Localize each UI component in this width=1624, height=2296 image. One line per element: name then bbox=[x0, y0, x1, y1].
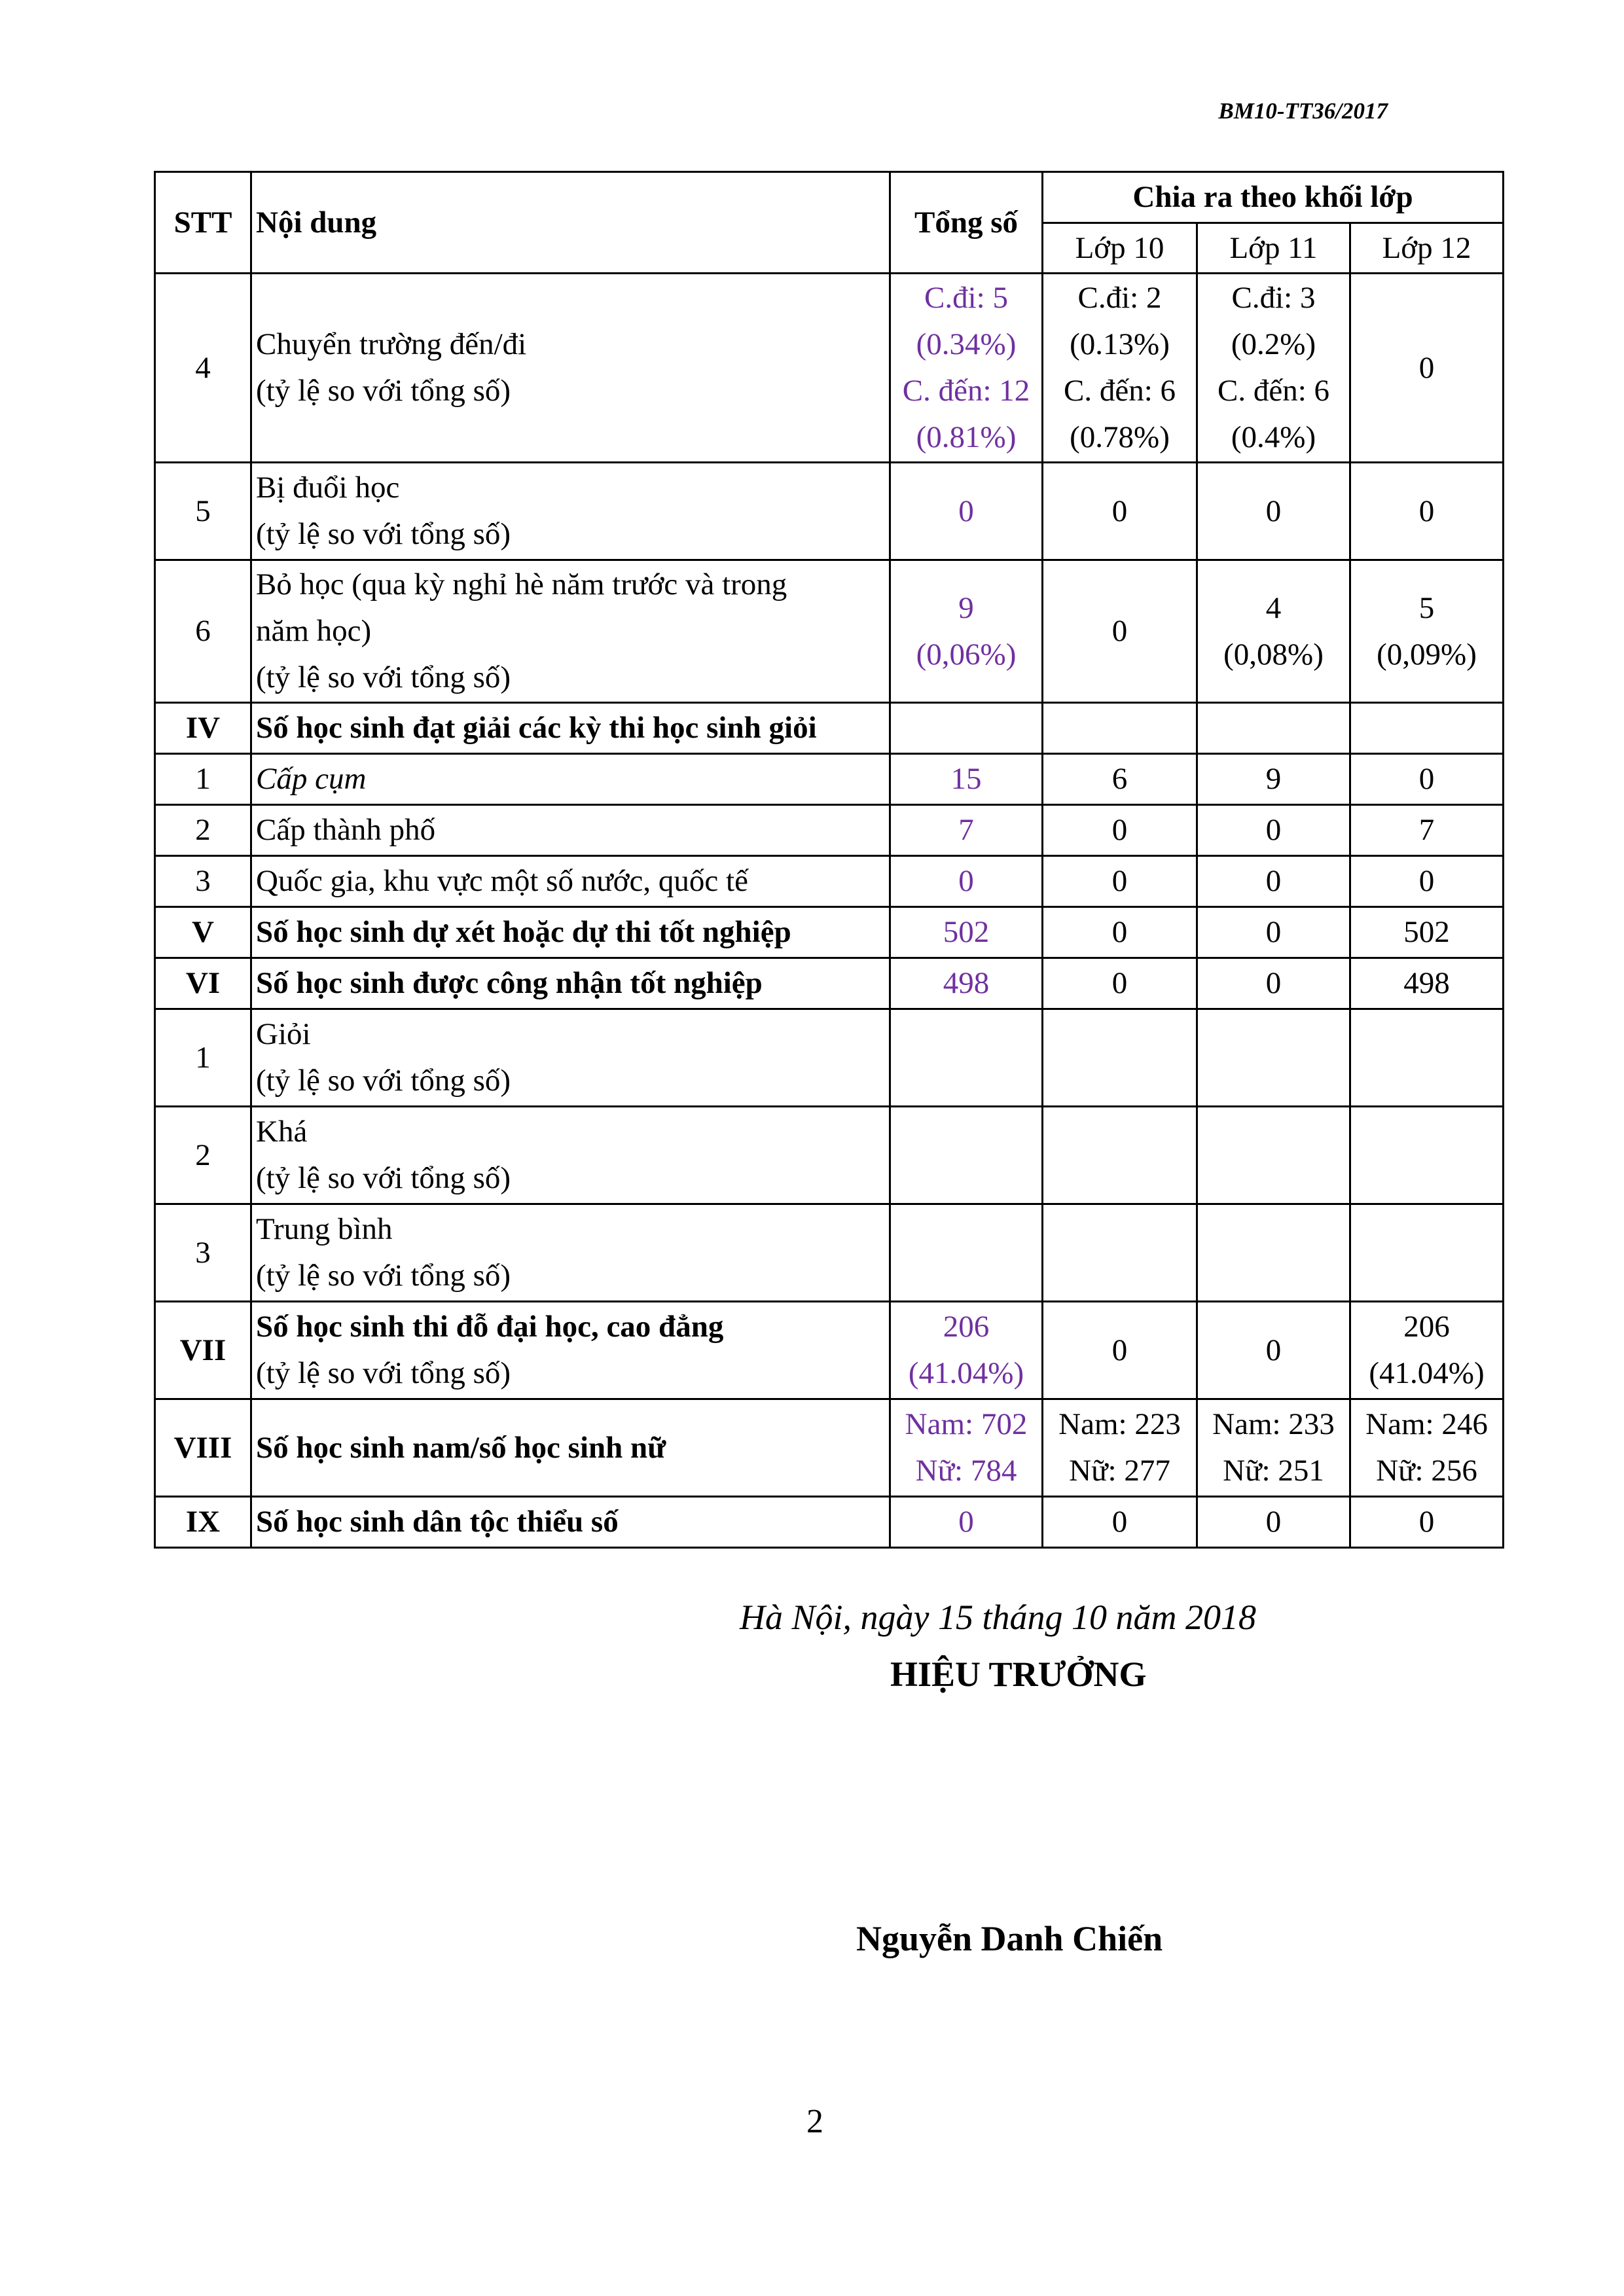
table-row bbox=[155, 274, 1504, 463]
row-stt: 2 bbox=[155, 1107, 251, 1204]
row-grade11: C.đi: 3 (0.2%) C. đến: 6 (0.4%) bbox=[1197, 274, 1350, 463]
row-total: 0 bbox=[890, 856, 1043, 907]
table-row bbox=[155, 805, 1504, 856]
row-grade10: 0 bbox=[1043, 856, 1197, 907]
table-section-row bbox=[155, 907, 1504, 958]
row-stt: VIII bbox=[155, 1399, 251, 1497]
row-grade11: 4 (0,08%) bbox=[1197, 560, 1350, 703]
signature-name: Nguyễn Danh Chiến bbox=[856, 1919, 1163, 1958]
signature-title: HIỆU TRƯỞNG bbox=[890, 1655, 1147, 1694]
row-total: 0 bbox=[890, 463, 1043, 560]
row-grade10: 0 bbox=[1043, 907, 1197, 958]
row-content: Số học sinh đạt giải các kỳ thi học sinh giỏi bbox=[251, 703, 890, 754]
row-grade12: 5 (0,09%) bbox=[1350, 560, 1504, 703]
row-content: Số học sinh thi đỗ đại học, cao đẳng (tỷ lệ so với tổng số) bbox=[251, 1302, 890, 1399]
statistics-table bbox=[154, 171, 1504, 1549]
row-total bbox=[890, 1204, 1043, 1302]
row-total: Nam: 702 Nữ: 784 bbox=[890, 1399, 1043, 1497]
row-grade11: 0 bbox=[1197, 958, 1350, 1009]
row-total: 498 bbox=[890, 958, 1043, 1009]
row-total: 0 bbox=[890, 1497, 1043, 1548]
row-grade10 bbox=[1043, 703, 1197, 754]
row-content: Quốc gia, khu vực một số nước, quốc tế bbox=[251, 856, 890, 907]
row-grade10 bbox=[1043, 1204, 1197, 1302]
row-grade11: 0 bbox=[1197, 856, 1350, 907]
row-grade11: Nam: 233 Nữ: 251 bbox=[1197, 1399, 1350, 1497]
row-total bbox=[890, 703, 1043, 754]
row-stt: VI bbox=[155, 958, 251, 1009]
row-grade12 bbox=[1350, 1009, 1504, 1107]
row-grade12: 0 bbox=[1350, 1497, 1504, 1548]
row-stt: IX bbox=[155, 1497, 251, 1548]
row-content: Giỏi (tỷ lệ so với tổng số) bbox=[251, 1009, 890, 1107]
row-stt: 1 bbox=[155, 1009, 251, 1107]
table-row bbox=[155, 754, 1504, 805]
row-grade12: Nam: 246 Nữ: 256 bbox=[1350, 1399, 1504, 1497]
header-stt: STT bbox=[155, 172, 251, 274]
row-grade10 bbox=[1043, 1009, 1197, 1107]
header-content: Nội dung bbox=[251, 172, 890, 274]
header-grade10: Lớp 10 bbox=[1043, 223, 1197, 274]
row-total: C.đi: 5 (0.34%) C. đến: 12 (0.81%) bbox=[890, 274, 1043, 463]
table-row bbox=[155, 856, 1504, 907]
row-grade10: 0 bbox=[1043, 1302, 1197, 1399]
row-grade11 bbox=[1197, 1009, 1350, 1107]
row-total bbox=[890, 1009, 1043, 1107]
row-stt: VII bbox=[155, 1302, 251, 1399]
row-grade10: 0 bbox=[1043, 1497, 1197, 1548]
row-stt: V bbox=[155, 907, 251, 958]
row-stt: 3 bbox=[155, 1204, 251, 1302]
row-total bbox=[890, 1107, 1043, 1204]
row-content: Cấp thành phố bbox=[251, 805, 890, 856]
row-grade12: 0 bbox=[1350, 274, 1504, 463]
page-number: 2 bbox=[806, 2103, 823, 2140]
signature-place-date: Hà Nội, ngày 15 tháng 10 năm 2018 bbox=[740, 1598, 1256, 1637]
row-stt: 3 bbox=[155, 856, 251, 907]
row-grade10: Nam: 223 Nữ: 277 bbox=[1043, 1399, 1197, 1497]
row-content: Số học sinh dự xét hoặc dự thi tốt nghiệp bbox=[251, 907, 890, 958]
table-section-row bbox=[155, 1497, 1504, 1548]
row-content: Số học sinh nam/số học sinh nữ bbox=[251, 1399, 890, 1497]
row-stt: IV bbox=[155, 703, 251, 754]
header-grade11: Lớp 11 bbox=[1197, 223, 1350, 274]
row-grade10: 0 bbox=[1043, 958, 1197, 1009]
row-grade10: 0 bbox=[1043, 560, 1197, 703]
table-section-row bbox=[155, 1302, 1504, 1399]
row-grade12: 0 bbox=[1350, 856, 1504, 907]
table-row bbox=[155, 1009, 1504, 1107]
row-total: 7 bbox=[890, 805, 1043, 856]
row-content: Chuyển trường đến/đi (tỷ lệ so với tổng số) bbox=[251, 274, 890, 463]
row-total: 502 bbox=[890, 907, 1043, 958]
row-grade11 bbox=[1197, 1204, 1350, 1302]
row-grade11 bbox=[1197, 703, 1350, 754]
row-stt: 6 bbox=[155, 560, 251, 703]
row-grade10: 0 bbox=[1043, 805, 1197, 856]
row-grade12: 7 bbox=[1350, 805, 1504, 856]
row-content: Số học sinh được công nhận tốt nghiệp bbox=[251, 958, 890, 1009]
row-grade12 bbox=[1350, 1107, 1504, 1204]
row-grade10: C.đi: 2 (0.13%) C. đến: 6 (0.78%) bbox=[1043, 274, 1197, 463]
row-grade12 bbox=[1350, 703, 1504, 754]
header-grade12: Lớp 12 bbox=[1350, 223, 1504, 274]
table-section-row bbox=[155, 1399, 1504, 1497]
row-stt: 4 bbox=[155, 274, 251, 463]
row-content: Trung bình (tỷ lệ so với tổng số) bbox=[251, 1204, 890, 1302]
row-content: Số học sinh dân tộc thiểu số bbox=[251, 1497, 890, 1548]
form-code: BM10-TT36/2017 bbox=[1218, 98, 1388, 124]
row-grade12: 0 bbox=[1350, 463, 1504, 560]
row-grade10 bbox=[1043, 1107, 1197, 1204]
row-stt: 1 bbox=[155, 754, 251, 805]
table-row bbox=[155, 560, 1504, 703]
row-total: 15 bbox=[890, 754, 1043, 805]
row-grade11: 0 bbox=[1197, 805, 1350, 856]
row-grade12: 0 bbox=[1350, 754, 1504, 805]
row-grade11: 0 bbox=[1197, 1497, 1350, 1548]
row-grade12 bbox=[1350, 1204, 1504, 1302]
table-row bbox=[155, 1107, 1504, 1204]
row-content: Cấp cụm bbox=[251, 754, 890, 805]
row-content: Bỏ học (qua kỳ nghỉ hè năm trước và trong năm học) (tỷ lệ so với tổng số) bbox=[251, 560, 890, 703]
row-grade10: 6 bbox=[1043, 754, 1197, 805]
row-total: 206 (41.04%) bbox=[890, 1302, 1043, 1399]
row-grade12: 502 bbox=[1350, 907, 1504, 958]
row-grade12: 498 bbox=[1350, 958, 1504, 1009]
row-grade12: 206 (41.04%) bbox=[1350, 1302, 1504, 1399]
row-grade11: 9 bbox=[1197, 754, 1350, 805]
row-content: Bị đuổi học (tỷ lệ so với tổng số) bbox=[251, 463, 890, 560]
row-stt: 2 bbox=[155, 805, 251, 856]
table-header-row bbox=[155, 172, 1504, 223]
header-breakdown: Chia ra theo khối lớp bbox=[1043, 172, 1504, 223]
row-grade11: 0 bbox=[1197, 907, 1350, 958]
table-row bbox=[155, 1204, 1504, 1302]
table-section-row bbox=[155, 703, 1504, 754]
header-total: Tổng số bbox=[890, 172, 1043, 274]
row-grade11 bbox=[1197, 1107, 1350, 1204]
row-grade10: 0 bbox=[1043, 463, 1197, 560]
row-content: Khá (tỷ lệ so với tổng số) bbox=[251, 1107, 890, 1204]
table-section-row bbox=[155, 958, 1504, 1009]
row-total: 9 (0,06%) bbox=[890, 560, 1043, 703]
table-row bbox=[155, 463, 1504, 560]
row-stt: 5 bbox=[155, 463, 251, 560]
row-grade11: 0 bbox=[1197, 1302, 1350, 1399]
row-grade11: 0 bbox=[1197, 463, 1350, 560]
